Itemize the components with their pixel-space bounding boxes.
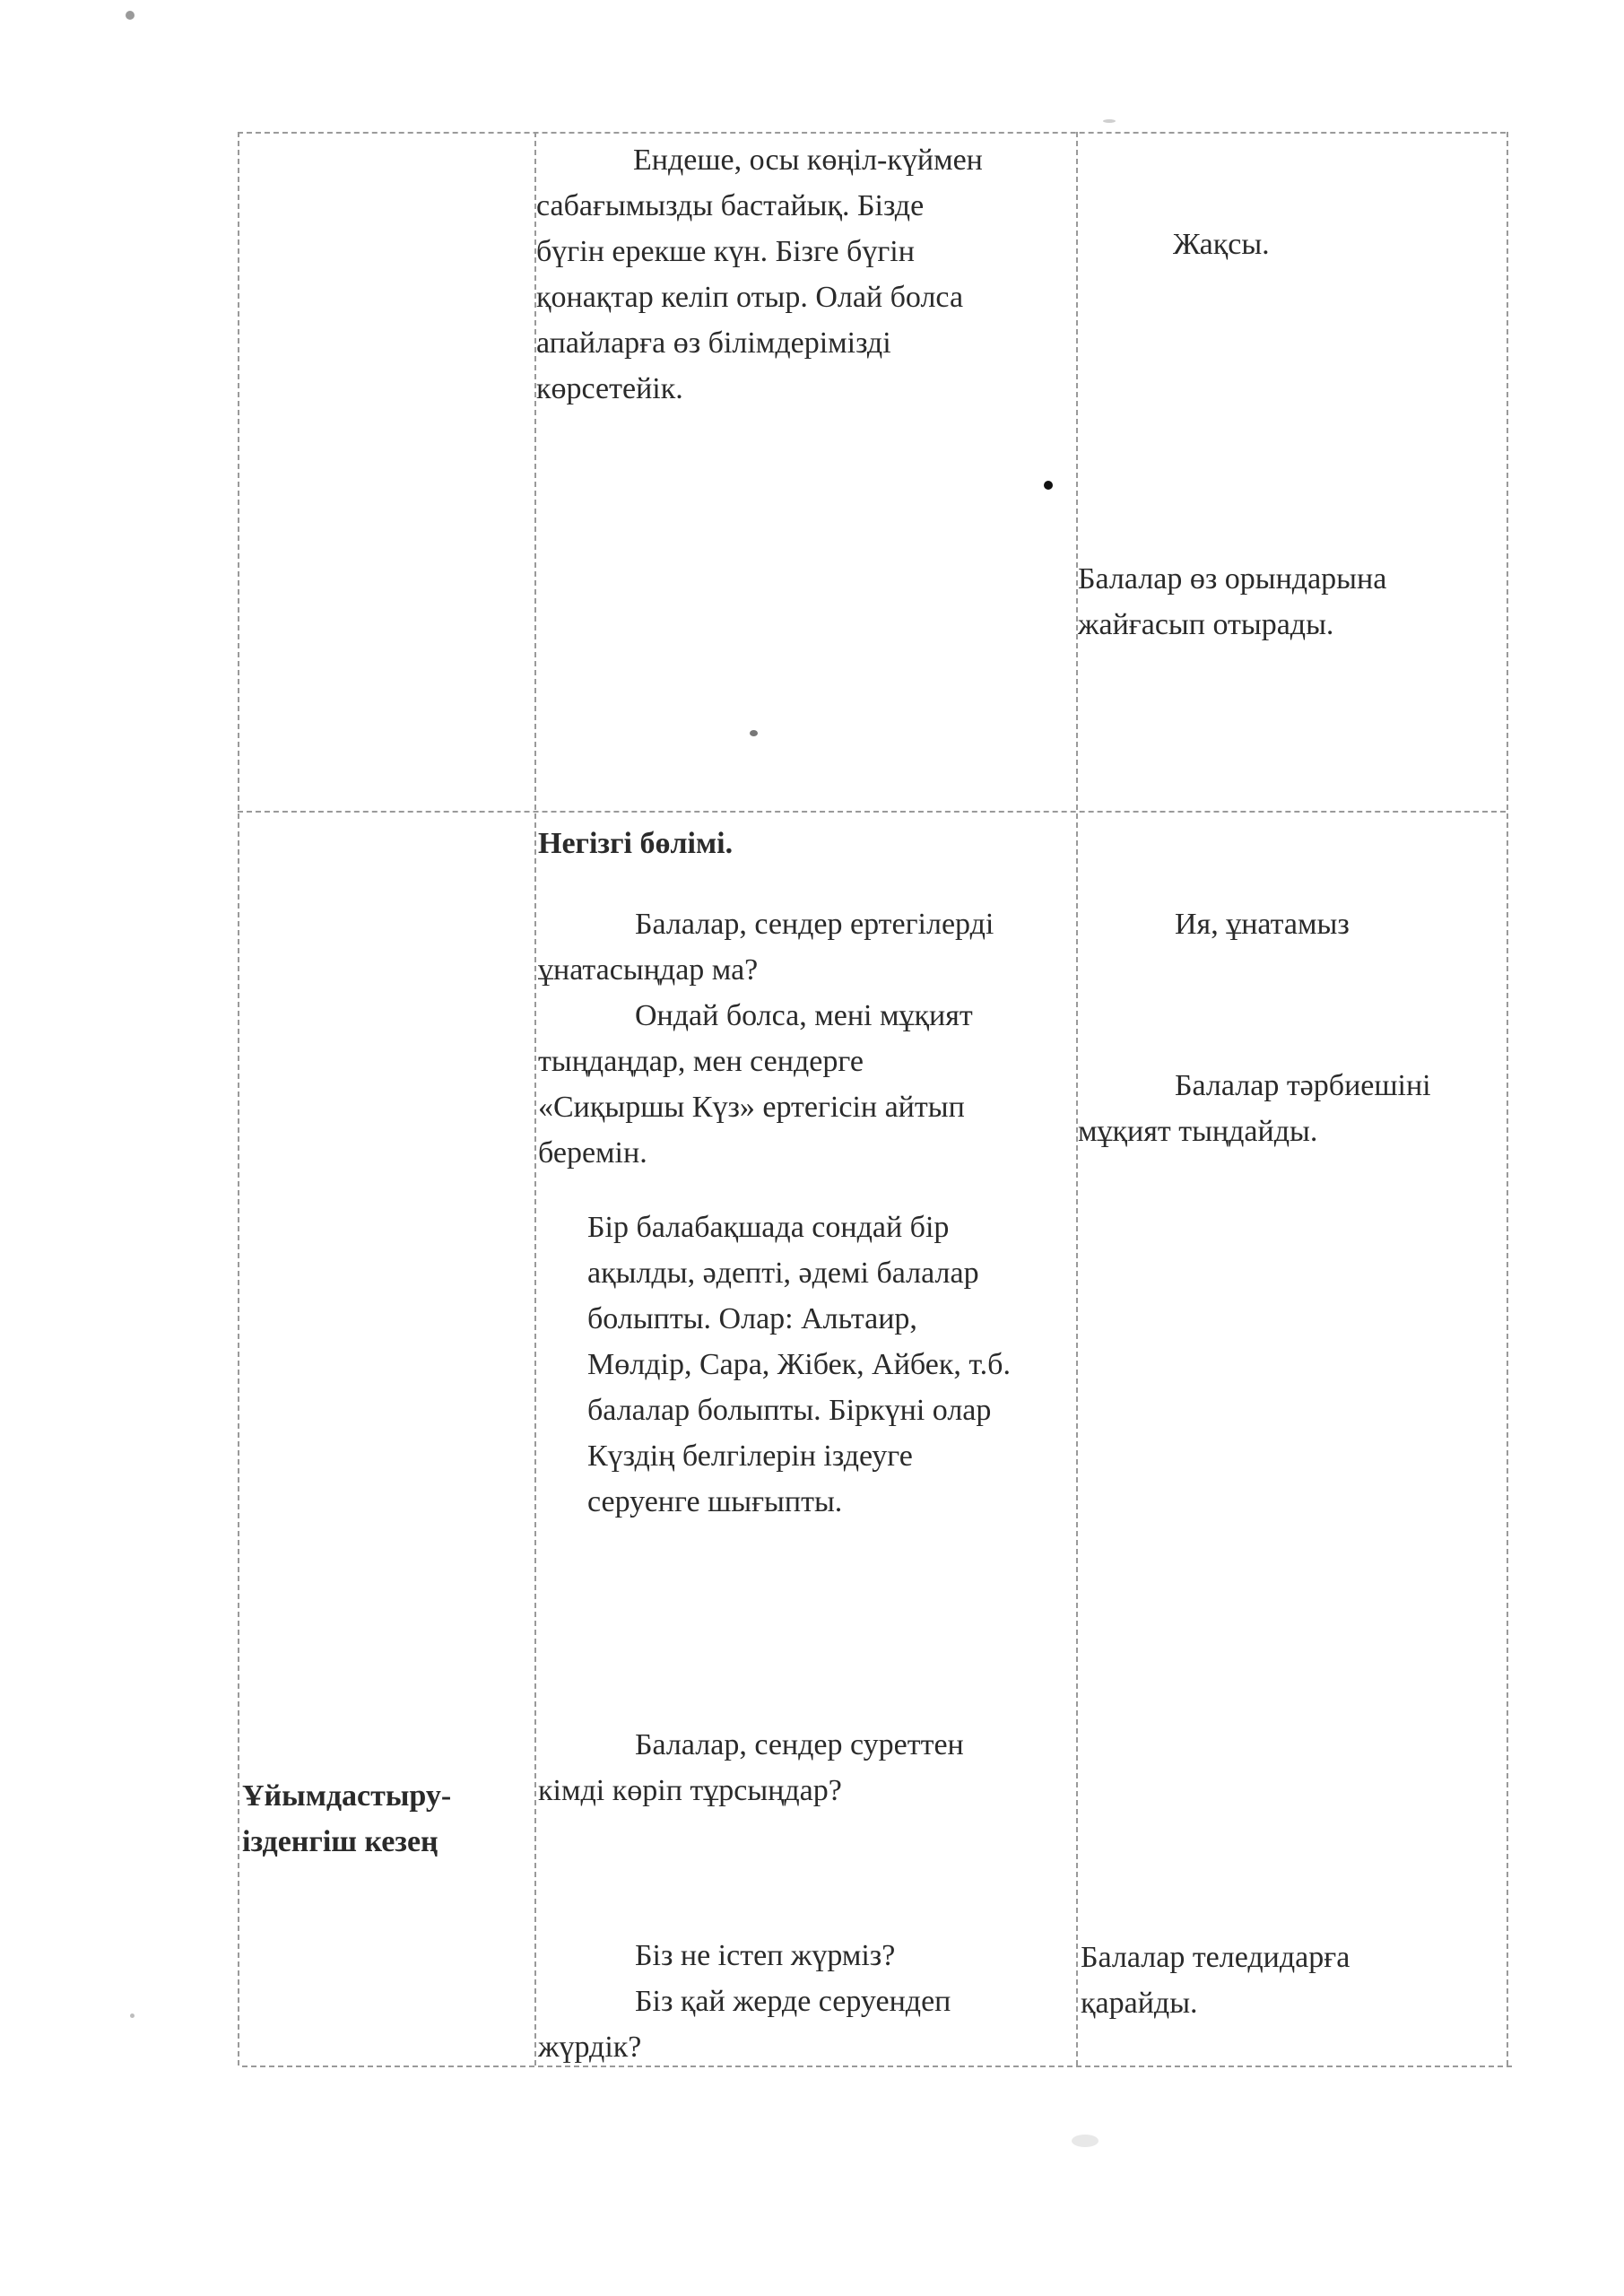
scan-speck [1072, 2135, 1099, 2147]
table-border-right [1507, 132, 1508, 2066]
scan-speck [130, 2013, 135, 2018]
table-column-divider-1 [534, 132, 536, 2066]
story-text: Бір балабақшада сондай бір ақылды, әдепті, әдемі балалар болыпты. Олар: Альтаир, Мөлдір, Сара, Жібек, Айбек, т.б. балалар болыпты. Біркүні олар Күздің белгілерін іздеуге серуенге шығыпты. [587, 1211, 1011, 1518]
activity-text: Біз не істеп жүрміз? Біз қай жерде серуендеп жүрдік? [538, 1939, 951, 2064]
response-text: Балалар теледидарға қарайды. [1081, 1941, 1350, 2020]
response-text: Балалар өз орындарына жайғасып отырады. [1078, 562, 1387, 641]
response-text: Балалар тәрбиешіні мұқият тыңдайды. [1078, 1069, 1431, 1148]
activity-text: Балалар, сендер ертегілерді ұнатасыңдар ма? Ондай болса, мені мұқият тыңдаңдар, мен сендерге «Сиқыршы Күз» ертегісін айтып беремін. [538, 908, 994, 1170]
response-text: Ия, ұнатамыз [1175, 908, 1350, 941]
activity-text: Балалар, сендер суреттен кімді көріп тұрсыңдар? [538, 1728, 964, 1807]
section-heading: Негізгі бөлімі. [538, 827, 734, 860]
scan-speck [750, 730, 758, 736]
scan-speck [1103, 119, 1116, 123]
activity-text: Ендеше, осы көңіл-күймен сабағымызды бастайық. Бізде бүгін ерекше күн. Бізге бүгін қонақтар келіп отыр. Олай болса апайларға өз білімдерімізді көрсетейік. [536, 144, 983, 405]
stage-label: Ұйымдастыру- ізденгіш кезең [242, 1779, 452, 1858]
response-text: Жақсы. [1173, 228, 1270, 261]
scan-speck [1044, 481, 1053, 490]
table-border-left [238, 132, 239, 2066]
table-row-divider [238, 811, 1506, 813]
scan-speck [126, 11, 135, 20]
table-border-top [238, 132, 1506, 134]
